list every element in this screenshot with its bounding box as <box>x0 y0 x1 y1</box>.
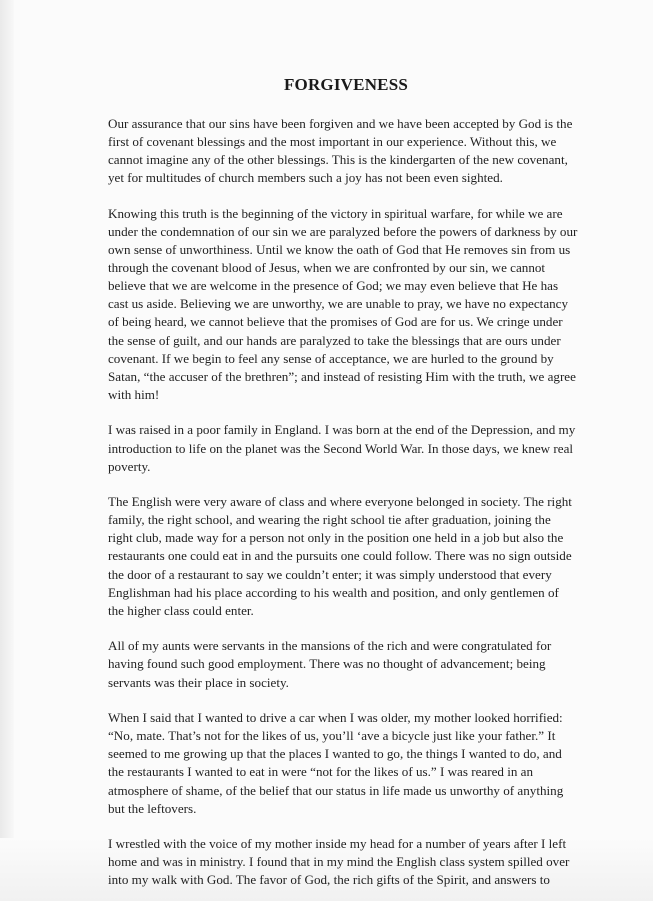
paragraph-7: I wrestled with the voice of my mother inside my head for a number of years after I left home and was in ministry. I found that in my mind the English class system spilled over into my walk with God. The favor of God, the rich gifts of the Spirit, and answers to <box>108 836 570 888</box>
document-title: FORGIVENESS <box>283 75 409 94</box>
scan-shadow-edge <box>0 0 14 901</box>
document-body <box>108 74 578 889</box>
paragraph-2: Knowing this truth is the beginning of the victory in spiritual warfare, for while we are under the condemnation of our sin we are paralyzed before the powers of darkness by our own sense of unworthiness. Until we know the oath of God that He removes sin from us through the covenant blood of Jesus, when we are confronted by our sin, we cannot believe that we are welcome in the presence of God; we may even believe that He has cast us aside. Believing we are unworthy, we are unable to pray, we have no expectancy of being heard, we cannot believe that the promises of God are for us. We cringe under the sense of guilt, and our hands are paralyzed to take the blessings that are ours under covenant. If we begin to feel any sense of acceptance, we are hurled to the ground by Satan, “the accuser of the brethren”; and instead of resisting Him with the truth, we agree with him! <box>108 205 578 402</box>
paragraph-3: I was raised in a poor family in England. I was born at the end of the Depression, and my introduction to life on the planet was the Second World War. In those days, we knew real poverty. <box>108 422 576 474</box>
paragraph-1: Our assurance that our sins have been forgiven and we have been accepted by God is the first of covenant blessings and the most important in our experience. Without this, we cannot imagine any of the other blessings. This is the kindergarten of the new covenant, yet for multitudes of church members such a joy has not been even sighted. <box>108 116 573 186</box>
paragraph-6: When I said that I wanted to drive a car when I was older, my mother looked horrified: “No, mate. That’s not for the likes of us, you’ll ‘ave a bicycle just like your father.” It seemed to me growing up that the places I wanted to go, the things I wanted to do, and the restaurants I wanted to eat in were “not for the likes of us.” I was reared in an atmosphere of shame, of the belief that our status in life made us unworthy of anything but the leftovers. <box>108 710 564 816</box>
paragraph-5: All of my aunts were servants in the mansions of the rich and were congratulated for having found such good employment. There was no thought of advancement; being servants was their place in society. <box>108 638 552 690</box>
paragraph-4: The English were very aware of class and where everyone belonged in society. The right family, the right school, and wearing the right school tie after graduation, joining the right club, made way for a person not only in the position one held in a job but also the restaurants one could eat in and the pursuits one could follow. There was no sign outside the door of a restaurant to say we couldn’t enter; it was simply understood that every Englishman had his place according to his wealth and position, and only gentlemen of the higher class could enter. <box>108 494 572 618</box>
